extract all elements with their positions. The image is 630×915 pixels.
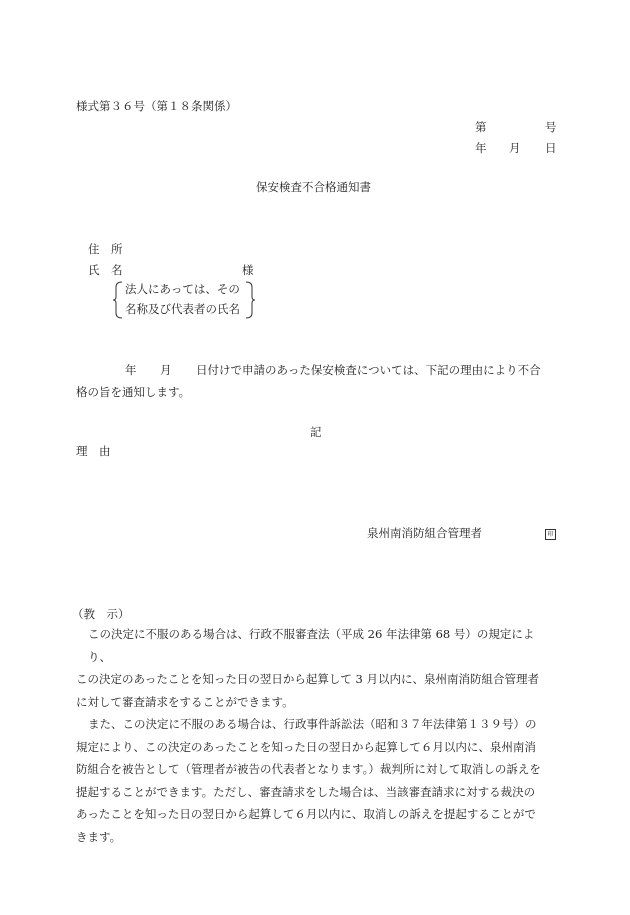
- notice-year: 年: [125, 363, 137, 377]
- corporation-note-line1: 法人にあっては、その: [125, 282, 240, 296]
- instruction-body: [76, 623, 554, 848]
- corporation-note-line2: 名称及び代表者の氏名: [125, 302, 240, 316]
- date-month: 月: [509, 141, 521, 155]
- seal-stamp: 印: [545, 529, 556, 540]
- notice-line1: 日付けで申請のあった保安検査については、下記の理由により不合: [196, 363, 541, 377]
- date-year: 年: [475, 141, 487, 155]
- instruction-line: きます。: [76, 829, 122, 844]
- instruction-line: 防組合を被告として（管理者が被告の代表者となります。）裁判所に対して取消しの訴えを: [76, 762, 541, 776]
- doc-number-suffix: 号: [545, 120, 557, 134]
- form-number: 様式第３６号（第１８条関係）: [76, 99, 237, 113]
- instruction-line: あったことを知った日の翌日から起算して６月以内に、取消しの訴えを提起することがで: [76, 807, 536, 821]
- doc-number-prefix: 第: [475, 120, 487, 134]
- name-label: 氏 名: [88, 263, 123, 277]
- right-bracket-icon: [245, 281, 255, 319]
- honorific: 様: [242, 263, 254, 277]
- corporation-note: [113, 281, 255, 319]
- ki-heading: 記: [310, 425, 322, 439]
- document-title: 保安検査不合格通知書: [256, 180, 371, 194]
- instruction-line: 規定により、この決定のあったことを知った日の翌日から起算して６月以内に、泉州南消: [76, 739, 536, 754]
- reason-label: 理 由: [76, 444, 111, 458]
- address-label: 住 所: [88, 242, 123, 256]
- instruction-line: に対して審査請求をすることができます。: [76, 694, 294, 709]
- instruction-line: この決定のあったことを知った日の翌日から起算して 3 月以内に、泉州南消防組合管理者: [76, 672, 540, 686]
- left-bracket-icon: [113, 281, 123, 319]
- issuer-name: 泉州南消防組合管理者: [367, 526, 482, 540]
- instruction-heading: （教 示）: [72, 607, 130, 621]
- instruction-line: また、この決定に不服のある場合は、行政事件訴訟法（昭和３７年法律第１３９号）の: [88, 717, 537, 731]
- notice-line2: 格の旨を通知します。: [76, 385, 191, 399]
- instruction-line: 提起することができます。ただし、審査請求をした場合は、当該審査請求に対する裁決の: [76, 784, 536, 799]
- instruction-line: この決定に不服のある場合は、行政不服審査法（平成 26 年法律第 68 号）の規定により、: [88, 627, 535, 664]
- date-day: 日: [545, 141, 557, 155]
- notice-month: 月: [160, 363, 172, 377]
